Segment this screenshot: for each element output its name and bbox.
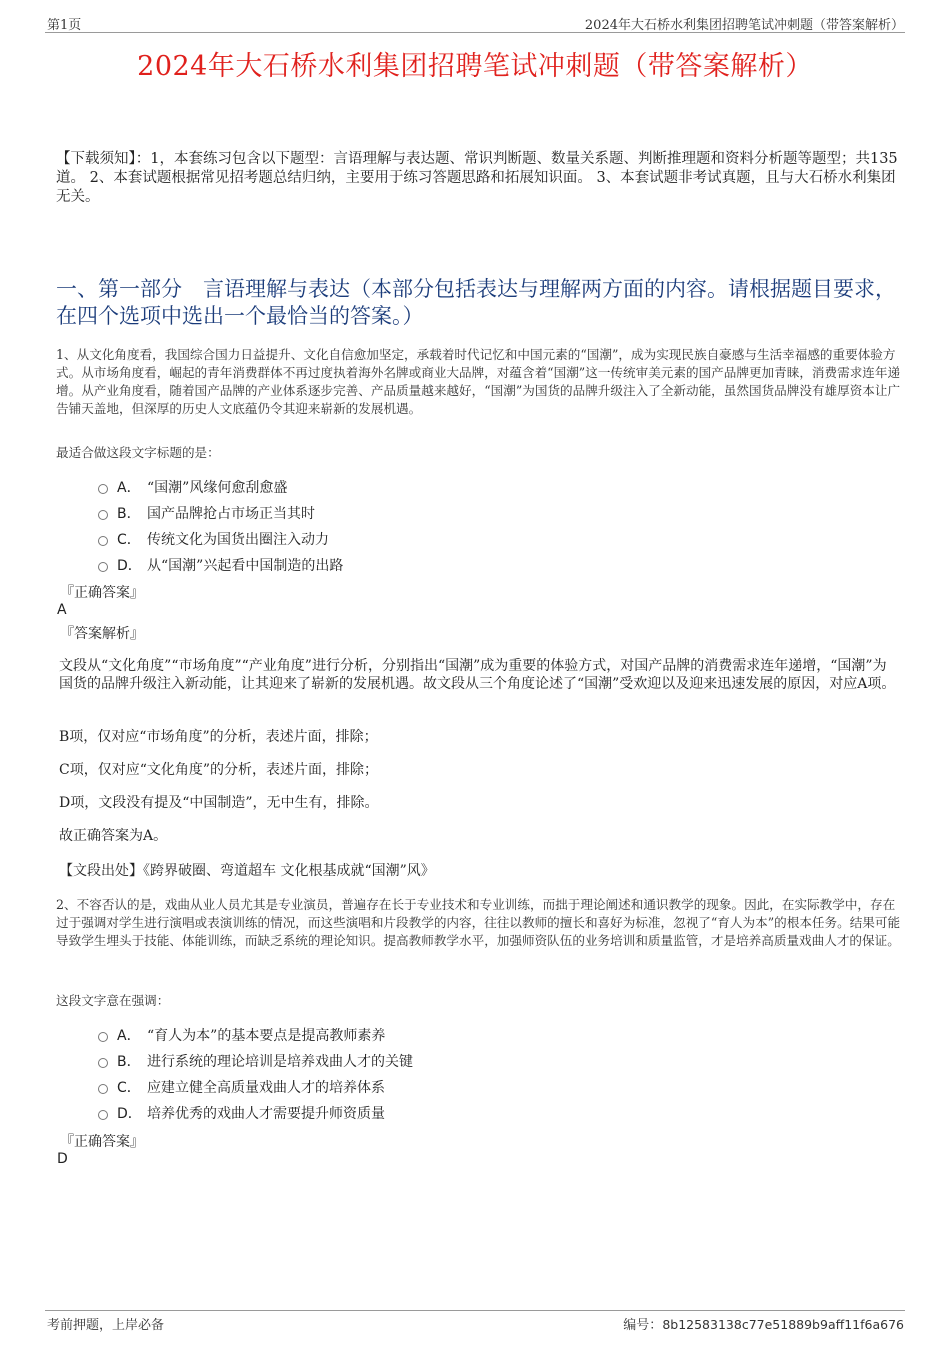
option-letter: B．	[117, 1054, 141, 1070]
option-letter: B．	[117, 506, 141, 522]
option-letter: D．	[117, 558, 142, 574]
download-notice: 【下载须知】：1，本套练习包含以下题型：言语理解与表达题、常识判断题、数量关系题、判断推理题和资料分析题等题型；共135道。 2、本套试题根据常见招考题总结归纳，主要用于练习答题思路和拓展知识面。 3、本套试题非考试真题，且与大石桥水利集团无关。	[56, 151, 898, 205]
page-number: 第1页	[47, 18, 82, 33]
radio-icon[interactable]	[98, 484, 108, 494]
option-text: 从“国潮”兴起看中国制造的出路	[147, 558, 344, 574]
option-text: “国潮”风缘何愈刮愈盛	[147, 480, 288, 496]
document-code-label: 编号：	[623, 1318, 663, 1333]
question-1-source: 【文段出处】《跨界破圈、弯道超车 文化根基成就“国潮”风》	[59, 863, 435, 879]
page-title: 2024年大石桥水利集团招聘笔试冲刺题（带答案解析）	[137, 51, 813, 82]
question-1-option-b[interactable]	[98, 503, 315, 523]
question-1-option-d[interactable]	[98, 555, 343, 575]
question-1-option-c[interactable]	[98, 529, 329, 549]
question-2-option-a[interactable]	[98, 1025, 385, 1045]
document-code-value: 8b12583138c77e51889b9aff11f6a676	[662, 1317, 904, 1332]
radio-icon[interactable]	[98, 1032, 108, 1042]
option-letter: A．	[117, 1028, 141, 1044]
question-1-analysis-b: B项，仅对应“市场角度”的分析，表述片面，排除；	[59, 729, 378, 745]
question-1-conclusion: 故正确答案为A。	[59, 828, 168, 844]
question-1-option-a[interactable]	[98, 477, 287, 497]
radio-icon[interactable]	[98, 562, 108, 572]
footer-divider	[45, 1310, 905, 1311]
question-2-text: 2、不容否认的是，戏曲从业人员尤其是专业演员，普遍存在长于专业技术和专业训练，而拙于理论阐述和通识教学的现象。因此，在实际教学中，存在过于强调对学生进行演唱或表演训练的情况，而这些演唱和片段教学的内容，往往以教师的擅长和喜好为标准，忽视了“育人为本”的根本任务。结果可能导致学生埋头于技能、体能训练，而缺乏系统的理论知识。提高教师教学水平，加强师资队伍的业务培训和质量监管，才是培养高质量戏曲人才的保证。	[56, 897, 901, 948]
option-letter: C．	[117, 532, 141, 548]
radio-icon[interactable]	[98, 1084, 108, 1094]
footer-slogan: 考前押题，上岸必备	[47, 1318, 165, 1333]
question-1-analysis-c: C项，仅对应“文化角度”的分析，表述片面，排除；	[59, 762, 379, 778]
option-letter: C．	[117, 1080, 141, 1096]
question-1-analysis-label: 『答案解析』	[60, 626, 144, 642]
option-text: “育人为本”的基本要点是提高教师素养	[147, 1028, 386, 1044]
question-2-option-c[interactable]	[98, 1077, 385, 1097]
option-text: 进行系统的理论培训是培养戏曲人才的关键	[147, 1054, 413, 1070]
question-2-option-d[interactable]	[98, 1103, 385, 1123]
question-1-answer: A	[57, 602, 67, 618]
question-1-analysis-main: 文段从“文化角度”“市场角度”“产业角度”进行分析，分别指出“国潮”成为重要的体验方式，对国产品牌的消费需求连年递增，“国潮”为国货的品牌升级注入新动能，让其迎来了崭新的发展机遇。故文段从三个角度论述了“国潮”受欢迎以及迎来迅速发展的原因，对应A项。	[59, 658, 896, 692]
question-1-text: 1、从文化角度看，我国综合国力日益提升、文化自信愈加坚定，承载着时代记忆和中国元素的“国潮”，成为实现民族自豪感与生活幸福感的重要体验方式。从市场角度看，崛起的青年消费群体不再过度执着海外名牌或商业大品牌，对蕴含着“国潮”这一传统审美元素的国产品牌更加青睐，消费需求连年递增。从产业角度看，随着国产品牌的产业体系逐步完善、产品质量越来越好，“国潮”为国货的品牌升级注入了全新动能，虽然国货品牌没有雄厚资本让广告铺天盖地，但深厚的历史人文底蕴仍令其迎来崭新的发展机遇。	[56, 347, 901, 416]
document-code	[623, 1314, 904, 1333]
option-text: 传统文化为国货出圈注入动力	[147, 532, 329, 548]
question-1-analysis-d: D项，文段没有提及“中国制造”，无中生有，排除。	[59, 795, 379, 811]
option-letter: D．	[117, 1106, 142, 1122]
section-title: 一、第一部分 言语理解与表达（本部分包括表达与理解两方面的内容。请根据题目要求，在四个选项中选出一个最恰当的答案。）	[56, 277, 896, 328]
radio-icon[interactable]	[98, 510, 108, 520]
option-text: 应建立健全高质量戏曲人才的培养体系	[147, 1080, 385, 1096]
header-divider	[45, 32, 905, 33]
question-2-answer-label: 『正确答案』	[60, 1134, 144, 1150]
radio-icon[interactable]	[98, 536, 108, 546]
option-text: 国产品牌抢占市场正当其时	[147, 506, 315, 522]
question-2-answer: D	[57, 1151, 68, 1167]
option-letter: A．	[117, 480, 141, 496]
option-text: 培养优秀的戏曲人才需要提升师资质量	[147, 1106, 385, 1122]
radio-icon[interactable]	[98, 1110, 108, 1120]
question-1-prompt: 最适合做这段文字标题的是：	[56, 445, 220, 460]
question-2-prompt: 这段文字意在强调：	[56, 993, 170, 1008]
radio-icon[interactable]	[98, 1058, 108, 1068]
question-1-answer-label: 『正确答案』	[60, 585, 144, 601]
question-2-option-b[interactable]	[98, 1051, 413, 1071]
header-doc-title: 2024年大石桥水利集团招聘笔试冲刺题（带答案解析）	[584, 18, 904, 33]
